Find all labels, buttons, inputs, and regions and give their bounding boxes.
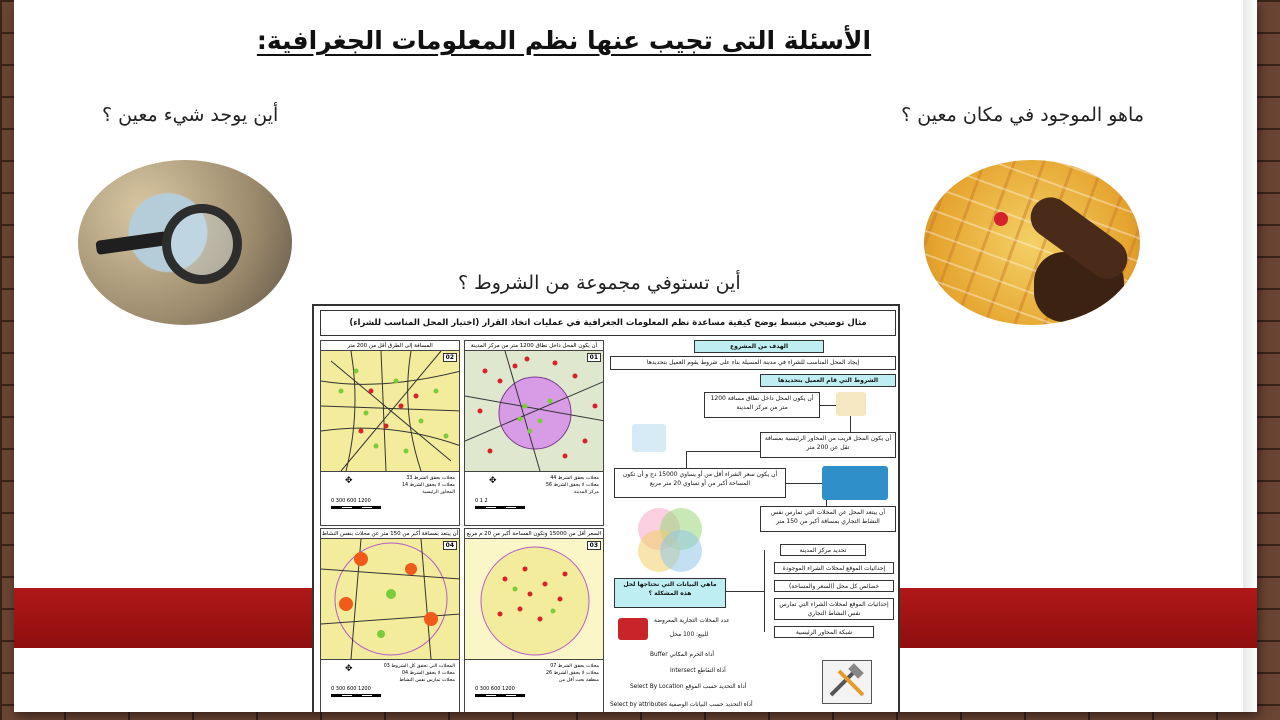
- north-arrow-icon: ✥: [345, 664, 353, 674]
- map-caption: المسافة إلى الطرق أقل من 200 متر: [321, 341, 459, 351]
- north-arrow-icon: ✥: [489, 476, 497, 486]
- legend-item: محلات لا يحقق الشرط 04: [401, 671, 455, 676]
- tool-select-by-location: أداة التحديد حسب الموقع Select By Location: [630, 684, 747, 690]
- tool-intersect: أداة التقاطع Intersect: [670, 668, 726, 674]
- presentation-slide: [14, 0, 1257, 712]
- data-item-city-center: تحديد مركز المدينة: [780, 544, 866, 556]
- scale-label: 0 300 600 1200: [475, 686, 515, 692]
- map-pin-icon: [994, 212, 1008, 226]
- condition-3: أن يكون سعر الشراء أقل من أو يساوي 15000 دج و أن تكون المساحة أكبر من أو تساوي 20 متر مربع: [614, 468, 786, 498]
- legend-item: المحلات التي تحقق كل الشروط 03: [383, 664, 455, 669]
- scale-bar: [475, 694, 525, 697]
- legend-item: المحاور الرئيسية: [422, 490, 455, 495]
- map-panel-04: [320, 528, 460, 712]
- legend-item: منطقة بحث أقل من: [558, 678, 599, 683]
- competitor-distance-map: [321, 539, 459, 659]
- shops-count-label: عدد المحلات التجارية المعروضة: [654, 618, 730, 624]
- slide-title: الأسئلة التى تجيب عنها نظم المعلومات الجغرافية:: [256, 26, 872, 55]
- conditions-header: الشروط التي قام العميل بتحديدها: [760, 374, 896, 387]
- legend-item: محلات لا يحقق الشرط 26: [545, 671, 599, 676]
- map-caption: السعر أقل من 15000 وتكون المساحة أكبر من 20 م مربع: [466, 531, 602, 537]
- legend-item: مركز المدينة: [573, 490, 599, 495]
- gis-decision-poster: [312, 304, 900, 712]
- goal-header: الهدف من المشروع: [694, 340, 824, 353]
- connector: [686, 451, 687, 468]
- magnifier-handle-icon: [95, 231, 168, 255]
- connector: [786, 483, 826, 484]
- connector: [764, 550, 765, 632]
- scale-bar: [331, 694, 381, 697]
- toolbox-icon: [618, 618, 648, 640]
- data-item-road-network: شبكة المحاور الرئيسية: [774, 626, 874, 638]
- scale-bar: [475, 506, 525, 509]
- connector: [726, 591, 764, 592]
- map-panel-02: [320, 340, 460, 526]
- legend-item: محلات يحقق الشرط 07: [550, 664, 599, 669]
- tool-select-by-attributes: أداة التحديد حسب البيانات الوصفية Select by attributes: [610, 702, 753, 708]
- map-area: [465, 539, 603, 659]
- goal-text: إيجاد المحل المناسب للشراء في مدينة المسيلة بناء على شروط يقوم العميل بتحديدها: [610, 356, 896, 370]
- map-legend: [321, 659, 459, 703]
- legend-item: محلات لا يحقق الشرط 14: [401, 483, 455, 488]
- map-number: 02: [443, 353, 457, 362]
- magnifier-globe-image: [78, 160, 292, 325]
- map-area: [465, 351, 603, 471]
- connector: [686, 451, 760, 452]
- shops-illustration-icon: [836, 392, 866, 416]
- data-item-shop-coordinates: إحداثيات الموقع لمحلات الشراء الموجودة: [774, 562, 894, 574]
- tool-buffer: أداة الحرم المكاني Buffer: [650, 652, 715, 658]
- map-area: [321, 539, 459, 659]
- person-road-icon: [632, 424, 666, 452]
- hammer-wrench-icon: [822, 660, 872, 704]
- price-area-filter-map: [465, 539, 603, 659]
- condition-2: أن يكون المحل قريب من المحاور الرئيسية بمسافة تقل عن 200 متر: [760, 432, 896, 458]
- map-legend: [465, 471, 603, 515]
- legend-item: محلات يحقق الشرط 44: [550, 476, 599, 481]
- legend-item: محلات تمارس نفس النشاط: [399, 678, 455, 683]
- map-panel-01: [464, 340, 604, 526]
- finger-on-map-image: [924, 160, 1140, 325]
- scale-bar: [331, 506, 381, 509]
- data-needed-header: ماهي البيانات التي نحتاجها لحل هذه المشكلة ؟: [614, 578, 726, 608]
- road-network-map: [321, 351, 459, 471]
- map-caption: أن يبتعد بمسافة أكبر من 150 متر عن محلات بنفس النشاط: [321, 531, 459, 537]
- scale-label: 0 300 600 1200: [331, 498, 371, 504]
- legend-item: محلات لا يحقق الشرط 56: [545, 483, 599, 488]
- data-item-shop-properties: خصائص كل محل (السعر والمساحة): [774, 580, 894, 592]
- scale-label: 0 300 600 1200: [331, 686, 371, 692]
- question-where-is-something: أين يوجد شيء معين ؟: [102, 104, 279, 126]
- map-number: 04: [443, 541, 457, 550]
- map-panel-03: [464, 528, 604, 712]
- venn-diagram-icon: [620, 502, 720, 582]
- shops-count-value: للبيع: 100 محل: [670, 632, 709, 638]
- map-legend: [465, 659, 603, 703]
- condition-1: أن يكون المحل داخل نطاق مسافة 1200 متر من مركز المدينة: [704, 392, 820, 418]
- question-where-conditions-met: أين تستوفي مجموعة من الشروط ؟: [458, 272, 741, 294]
- businessman-icon: [822, 466, 888, 500]
- map-area: [321, 351, 459, 471]
- map-number: 03: [587, 541, 601, 550]
- legend-item: محلات يحقق الشرط 33: [406, 476, 455, 481]
- question-what-is-at-location: ماهو الموجود في مكان معين ؟: [901, 104, 1144, 126]
- north-arrow-icon: ✥: [345, 476, 353, 486]
- city-center-buffer-map: [465, 351, 603, 471]
- map-number: 01: [587, 353, 601, 362]
- magnifier-lens-icon: [162, 204, 242, 284]
- scale-label: 0 1 2: [475, 498, 488, 504]
- poster-title: مثال توضيحي مبسط يوضح كيفية مساعدة نظم المعلومات الجغرافية في عمليات اتخاذ القرار (اختيار المحل المناسب للشراء): [320, 310, 896, 336]
- condition-4: أن يبتعد المحل عن المحلات التي تمارس نفس النشاط التجاري بمسافة أكبر من 150 متر: [760, 506, 896, 532]
- data-item-competitor-coordinates: إحداثيات الموقع لمحلات الشراء التي تمارس نفس النشاط التجاري: [774, 598, 894, 620]
- map-legend: [321, 471, 459, 515]
- map-caption: أن يكون المحل داخل نطاق 1200 متر من مركز المدينة: [465, 341, 603, 351]
